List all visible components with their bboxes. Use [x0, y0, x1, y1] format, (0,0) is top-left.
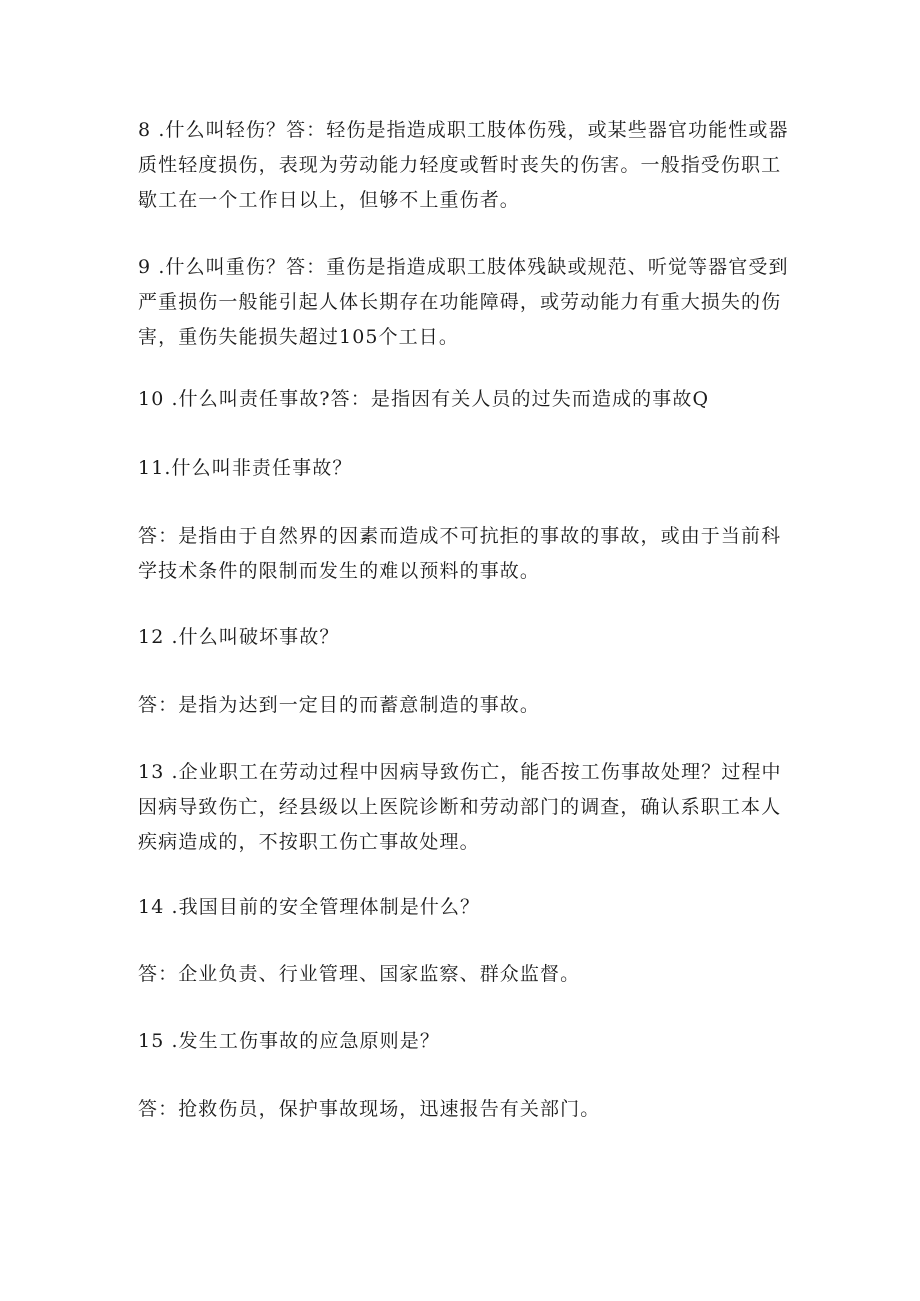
paragraph-a11: 答：是指由于自然界的因素而造成不可抗拒的事故的事故，或由于当前科学技术条件的限制而发生的难以预料的事故。 — [138, 525, 782, 582]
paragraph-q15: 15 .发生工伤事故的应急原则是？ — [138, 1030, 440, 1052]
paragraph-q9: 9 .什么叫重伤？答：重伤是指造成职工肢体残缺或规范、听觉等器官受到严重损伤一般能引起人体长期存在功能障碍，或劳动能力有重大损失的伤害，重伤失能损失超过105个工日。 — [138, 256, 789, 348]
paragraph-a15: 答：抢救伤员，保护事故现场，迅速报告有关部门。 — [138, 1098, 601, 1120]
paragraph-q8: 8 .什么叫轻伤？答：轻伤是指造成职工肢体伤残，或某些器官功能性或器质性轻度损伤，表现为劳动能力轻度或暂时丧失的伤害。一般指受伤职工歇工在一个工作日以上，但够不上重伤者。 — [138, 119, 789, 211]
paragraph-a14: 答：企业负责、行业管理、国家监察、群众监督。 — [138, 963, 581, 985]
paragraph-q11: 11.什么叫非责任事故？ — [138, 457, 353, 479]
paragraph-a12: 答：是指为达到一定目的而蓄意制造的事故。 — [138, 694, 541, 716]
paragraph-q14: 14 .我国目前的安全管理体制是什么？ — [138, 896, 481, 918]
paragraph-q12: 12 .什么叫破坏事故？ — [138, 626, 340, 648]
paragraph-q13: 13 .企业职工在劳动过程中因病导致伤亡，能否按工伤事故处理？过程中因病导致伤亡，经县级以上医院诊断和劳动部门的调查，确认系职工本人疾病造成的，不按职工伤亡事故处理。 — [138, 761, 782, 853]
paragraph-q10: 10 .什么叫责任事故?答：是指因有关人员的过失而造成的事故Q — [138, 388, 710, 410]
